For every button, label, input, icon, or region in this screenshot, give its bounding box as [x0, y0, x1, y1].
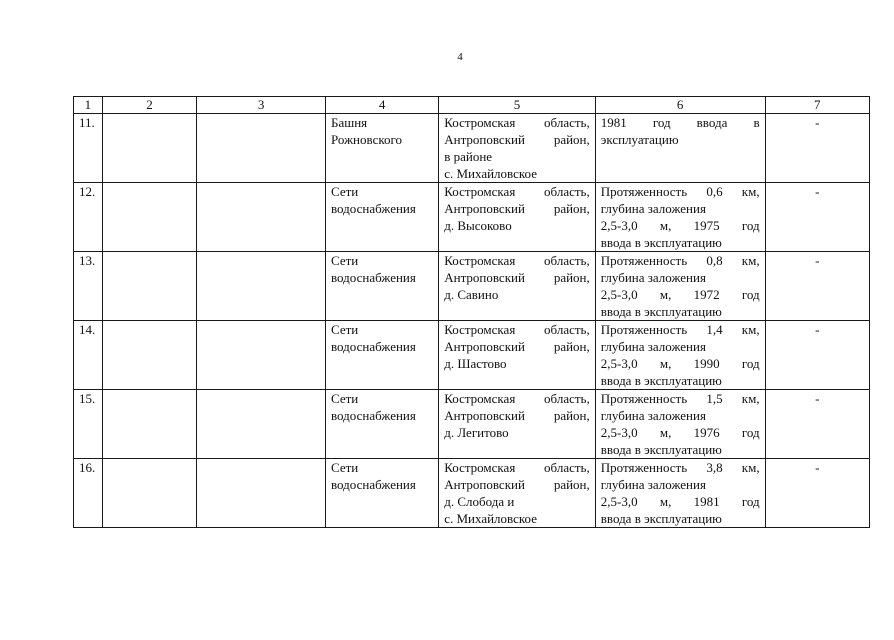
property-registry-table [73, 96, 870, 528]
object-name-cell [325, 390, 438, 459]
address-cell [439, 390, 596, 459]
object-name-cell [325, 183, 438, 252]
address-line: Антроповский район, [444, 201, 590, 216]
address-line: д. Легитово [444, 425, 509, 440]
address-line: Антроповский район, [444, 132, 590, 147]
characteristics-cell [595, 321, 765, 390]
empty-cell-col3 [197, 459, 326, 528]
object-name-cell [325, 321, 438, 390]
object-name-line: Сети [330, 184, 359, 199]
row-number-cell: 16. [74, 459, 103, 528]
empty-cell-col2 [102, 183, 196, 252]
address-line: Антроповский район, [444, 339, 590, 354]
notes-cell: - [765, 321, 869, 390]
address-cell [439, 252, 596, 321]
empty-cell-col2 [102, 321, 196, 390]
object-name-line: водоснабжения [330, 270, 416, 285]
object-name-cell [325, 459, 438, 528]
notes-cell: - [765, 390, 869, 459]
notes-cell: - [765, 183, 869, 252]
characteristics-cell [595, 183, 765, 252]
characteristics-line: Протяженность 0,8 км, [600, 253, 760, 268]
characteristics-line: глубина заложения [600, 201, 706, 216]
characteristics-cell [595, 252, 765, 321]
table-header-row [74, 97, 870, 114]
table-row [74, 321, 870, 390]
address-cell [439, 321, 596, 390]
characteristics-line: глубина заложения [600, 477, 706, 492]
column-header: 7 [765, 97, 869, 114]
object-name-line: Сети [330, 460, 359, 475]
characteristics-line: 1981 год ввода в [600, 115, 760, 130]
table-row [74, 459, 870, 528]
column-header: 5 [439, 97, 596, 114]
object-name-line: водоснабжения [330, 477, 416, 492]
address-line: Костромская область, [444, 322, 590, 337]
characteristics-line: эксплуатацию [600, 132, 679, 147]
address-line: с. Михайловское [444, 166, 537, 181]
table-row [74, 183, 870, 252]
object-name-line: Рожновского [330, 132, 403, 147]
row-number-cell: 13. [74, 252, 103, 321]
column-header: 6 [595, 97, 765, 114]
characteristics-line: 2,5-3,0 м, 1990 год [600, 356, 760, 371]
address-line: д. Высоково [444, 218, 512, 233]
address-line: д. Шастово [444, 356, 507, 371]
column-header: 4 [325, 97, 438, 114]
address-line: с. Михайловское [444, 511, 537, 526]
address-line: Антроповский район, [444, 408, 590, 423]
column-header: 2 [102, 97, 196, 114]
characteristics-line: ввода в эксплуатацию [600, 442, 722, 457]
empty-cell-col3 [197, 321, 326, 390]
column-header: 3 [197, 97, 326, 114]
address-cell [439, 183, 596, 252]
object-name-line: Сети [330, 391, 359, 406]
characteristics-line: 2,5-3,0 м, 1981 год [600, 494, 760, 509]
characteristics-line: Протяженность 0,6 км, [600, 184, 760, 199]
characteristics-line: Протяженность 3,8 км, [600, 460, 760, 475]
characteristics-cell [595, 459, 765, 528]
characteristics-line: ввода в эксплуатацию [600, 235, 722, 250]
address-cell [439, 459, 596, 528]
column-header: 1 [74, 97, 103, 114]
object-name-line: Башня [330, 115, 368, 130]
characteristics-line: ввода в эксплуатацию [600, 304, 722, 319]
table-row [74, 114, 870, 183]
empty-cell-col2 [102, 114, 196, 183]
row-number-cell: 15. [74, 390, 103, 459]
table-row [74, 252, 870, 321]
address-line: д. Слобода и [444, 494, 515, 509]
empty-cell-col2 [102, 390, 196, 459]
address-line: Антроповский район, [444, 477, 590, 492]
empty-cell-col2 [102, 252, 196, 321]
address-line: д. Савино [444, 287, 499, 302]
table-body [74, 114, 870, 528]
empty-cell-col3 [197, 390, 326, 459]
characteristics-line: ввода в эксплуатацию [600, 511, 722, 526]
empty-cell-col3 [197, 114, 326, 183]
address-line: Костромская область, [444, 184, 590, 199]
empty-cell-col3 [197, 183, 326, 252]
characteristics-line: 2,5-3,0 м, 1976 год [600, 425, 760, 440]
characteristics-line: 2,5-3,0 м, 1975 год [600, 218, 760, 233]
characteristics-cell [595, 390, 765, 459]
characteristics-line: ввода в эксплуатацию [600, 373, 722, 388]
address-line: Костромская область, [444, 391, 590, 406]
characteristics-line: 2,5-3,0 м, 1972 год [600, 287, 760, 302]
characteristics-cell [595, 114, 765, 183]
notes-cell: - [765, 459, 869, 528]
row-number-cell: 11. [74, 114, 103, 183]
row-number-cell: 12. [74, 183, 103, 252]
object-name-line: водоснабжения [330, 201, 416, 216]
object-name-line: Сети [330, 322, 359, 337]
object-name-cell [325, 114, 438, 183]
table-row [74, 390, 870, 459]
notes-cell: - [765, 114, 869, 183]
empty-cell-col3 [197, 252, 326, 321]
address-line: Костромская область, [444, 253, 590, 268]
characteristics-line: глубина заложения [600, 339, 706, 354]
empty-cell-col2 [102, 459, 196, 528]
object-name-line: водоснабжения [330, 408, 416, 423]
object-name-line: водоснабжения [330, 339, 416, 354]
page-number: 4 [457, 51, 463, 63]
address-line: в районе [444, 149, 493, 164]
characteristics-line: глубина заложения [600, 408, 706, 423]
address-line: Костромская область, [444, 460, 590, 475]
address-cell [439, 114, 596, 183]
object-name-cell [325, 252, 438, 321]
notes-cell: - [765, 252, 869, 321]
characteristics-line: глубина заложения [600, 270, 706, 285]
characteristics-line: Протяженность 1,4 км, [600, 322, 760, 337]
object-name-line: Сети [330, 253, 359, 268]
characteristics-line: Протяженность 1,5 км, [600, 391, 760, 406]
address-line: Антроповский район, [444, 270, 590, 285]
address-line: Костромская область, [444, 115, 590, 130]
row-number-cell: 14. [74, 321, 103, 390]
